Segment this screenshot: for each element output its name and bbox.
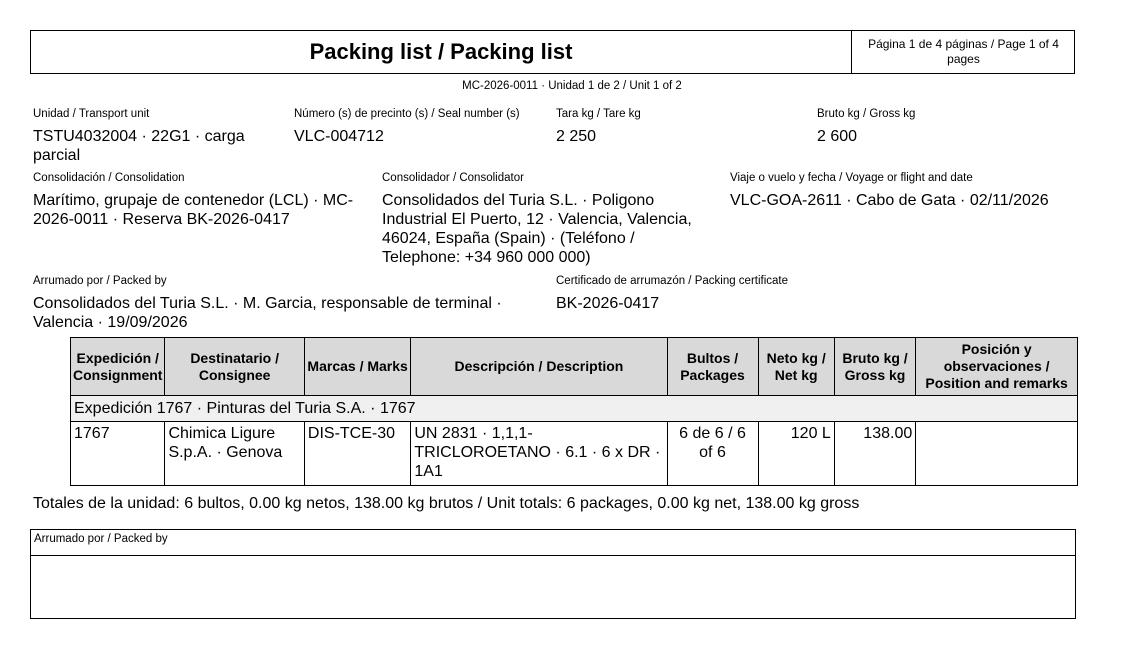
voyage-value: VLC-GOA-2611 · Cabo de Gata · 02/11/2026: [730, 192, 1049, 209]
table-row: [71, 422, 1078, 486]
header-description: Descripción / Description: [411, 338, 667, 396]
cell-gross: 138.00: [834, 422, 915, 486]
cell-description: UN 2831 · 1,1,1-TRICLOROETANO · 6.1 · 6 x DR · 1A1: [411, 422, 667, 486]
page-title: Packing list / Packing list: [309, 39, 573, 64]
cell-net: 120 L: [758, 422, 834, 486]
transport-unit-value: TSTU4032004 · 22G1 · carga parcial: [33, 128, 245, 164]
page-info: Página 1 de 4 páginas / Page 1 of 4 pages: [851, 31, 1075, 73]
packed-by-box: [30, 529, 1076, 619]
gross-value: 2 600: [817, 128, 858, 145]
certificate-label: Certificado de arrumazón / Packing certificate: [556, 275, 789, 287]
certificate-value: BK-2026-0417: [556, 295, 660, 312]
tare-label: Tara kg / Tare kg: [556, 108, 641, 120]
packed-by-value: Consolidados del Turia S.L. · M. Garcia, responsable de terminal · Valencia · 19/09/2026: [33, 295, 502, 331]
seal-label: Número (s) de precinto (s) / Seal number (s): [294, 108, 520, 120]
header-consignment: Expedición / Consignment: [71, 338, 165, 396]
unit-reference: MC-2026-0011 · Unidad 1 de 2 / Unit 1 of 2: [462, 80, 682, 92]
cell-packages: 6 de 6 / 6 of 6: [667, 422, 758, 486]
cell-consignment: 1767: [71, 422, 165, 486]
group-row-label: Expedición 1767 · Pinturas del Turia S.A. · 1767: [71, 396, 1078, 422]
cell-consignee: Chimica Ligure S.p.A. · Genova: [165, 422, 304, 486]
tare-value: 2 250: [556, 128, 597, 145]
cell-remarks: [916, 422, 1078, 486]
header-marks: Marcas / Marks: [304, 338, 410, 396]
transport-unit-label: Unidad / Transport unit: [33, 108, 150, 120]
seal-value: VLC-004712: [294, 128, 384, 145]
header-net: Neto kg / Net kg: [758, 338, 834, 396]
consolidation-value: Marítimo, grupaje de contenedor (LCL) · MC-2026-0011 · Reserva BK-2026-0417: [33, 192, 354, 228]
header-consignee: Destinatario / Consignee: [165, 338, 304, 396]
items-table: [70, 337, 1078, 486]
packed-by-box-label: Arrumado por / Packed by: [31, 530, 1075, 556]
gross-label: Bruto kg / Gross kg: [817, 108, 916, 120]
unit-totals: Totales de la unidad: 6 bultos, 0.00 kg netos, 138.00 kg brutos / Unit totals: 6 packages, 0.00 kg net, 138.00 kg gross: [33, 495, 860, 512]
header-gross: Bruto kg / Gross kg: [834, 338, 915, 396]
consolidation-label: Consolidación / Consolidation: [33, 172, 185, 184]
cell-marks: DIS-TCE-30: [304, 422, 410, 486]
header-packages: Bultos / Packages: [667, 338, 758, 396]
voyage-label: Viaje o vuelo y fecha / Voyage or flight and date: [730, 172, 973, 184]
group-row: [71, 396, 1078, 422]
packed-by-label: Arrumado por / Packed by: [33, 275, 167, 287]
consolidator-value: Consolidados del Turia S.L. · Poligono Industrial El Puerto, 12 · Valencia, Valencia, 46024, España (Spain) · (Teléfono / Telephone: +34 960 000 000): [382, 192, 692, 266]
header-remarks: Posición y observaciones / Position and remarks: [916, 338, 1078, 396]
consolidator-label: Consolidador / Consolidator: [382, 172, 524, 184]
